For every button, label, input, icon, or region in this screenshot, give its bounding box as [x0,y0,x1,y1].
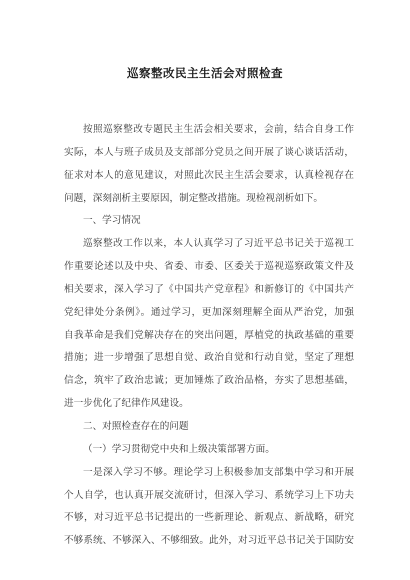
paragraph-line: 自我革命是我们党解决存在的突出问题，厚植党的执政基础的重要 [64,329,354,341]
subsection-heading: （一）学习贯彻党中央和上级决策部署方面。 [83,443,275,455]
paragraph-line: 征求对本人的意见建议，对照此次民主生活会要求，认真检视存在 [64,169,354,181]
section-heading: 二、对照检查存在的问题 [83,420,189,432]
paragraph-line: 进一步优化了纪律作风建设。 [64,398,189,410]
paragraph-line: 按照巡察整改专题民主生活会相关要求，会前，结合自身工作 [83,124,354,135]
paragraph-line: 作重要论述以及中央、省委、市委、区委关于巡视巡察政策文件及 [64,261,354,273]
paragraph-line: 党纪律处分条例》。通过学习，更加深刻理解全面从严治党，加强 [64,306,354,318]
paragraph-line: 实际，本人与班子成员及支部部分党员之间开展了谈心谈话活动， [64,146,354,158]
paragraph-line: 信念，筑牢了政治忠诚；更加锤炼了政治品格，夯实了思想基础， [64,375,354,387]
paragraph-line: 不够系统、不够深入、不够细致。此外，对习近平总书记关于国防安 [64,535,354,547]
paragraph-line: 一是深入学习不够。理论学习上积极参加支部集中学习和开展 [83,466,354,478]
paragraph-line: 巡察整改工作以来，本人认真学习了习近平总书记关于巡视工 [83,238,354,250]
paragraph-line: 措施；进一步增强了思想自觉、政治自觉和行动自觉，坚定了理想 [64,352,354,364]
paragraph-line: 不够，对习近平总书记提出的一些新理论、新观点、新战略，研究 [64,512,354,524]
paragraph-line: 个人自学，也认真开展交流研讨，但深入学习、系统学习上下功夫 [64,489,354,501]
document-body [64,119,354,553]
paragraph-line: 相关要求，深入学习了《中国共产党章程》和新修订的《中国共产 [64,283,354,295]
document-title: 巡察整改民主生活会对照检查 [127,66,283,80]
section-heading: 一、学习情况 [83,215,141,227]
paragraph-line: 问题，深刻剖析主要原因，制定整改措施。现检视剖析如下。 [64,192,324,204]
